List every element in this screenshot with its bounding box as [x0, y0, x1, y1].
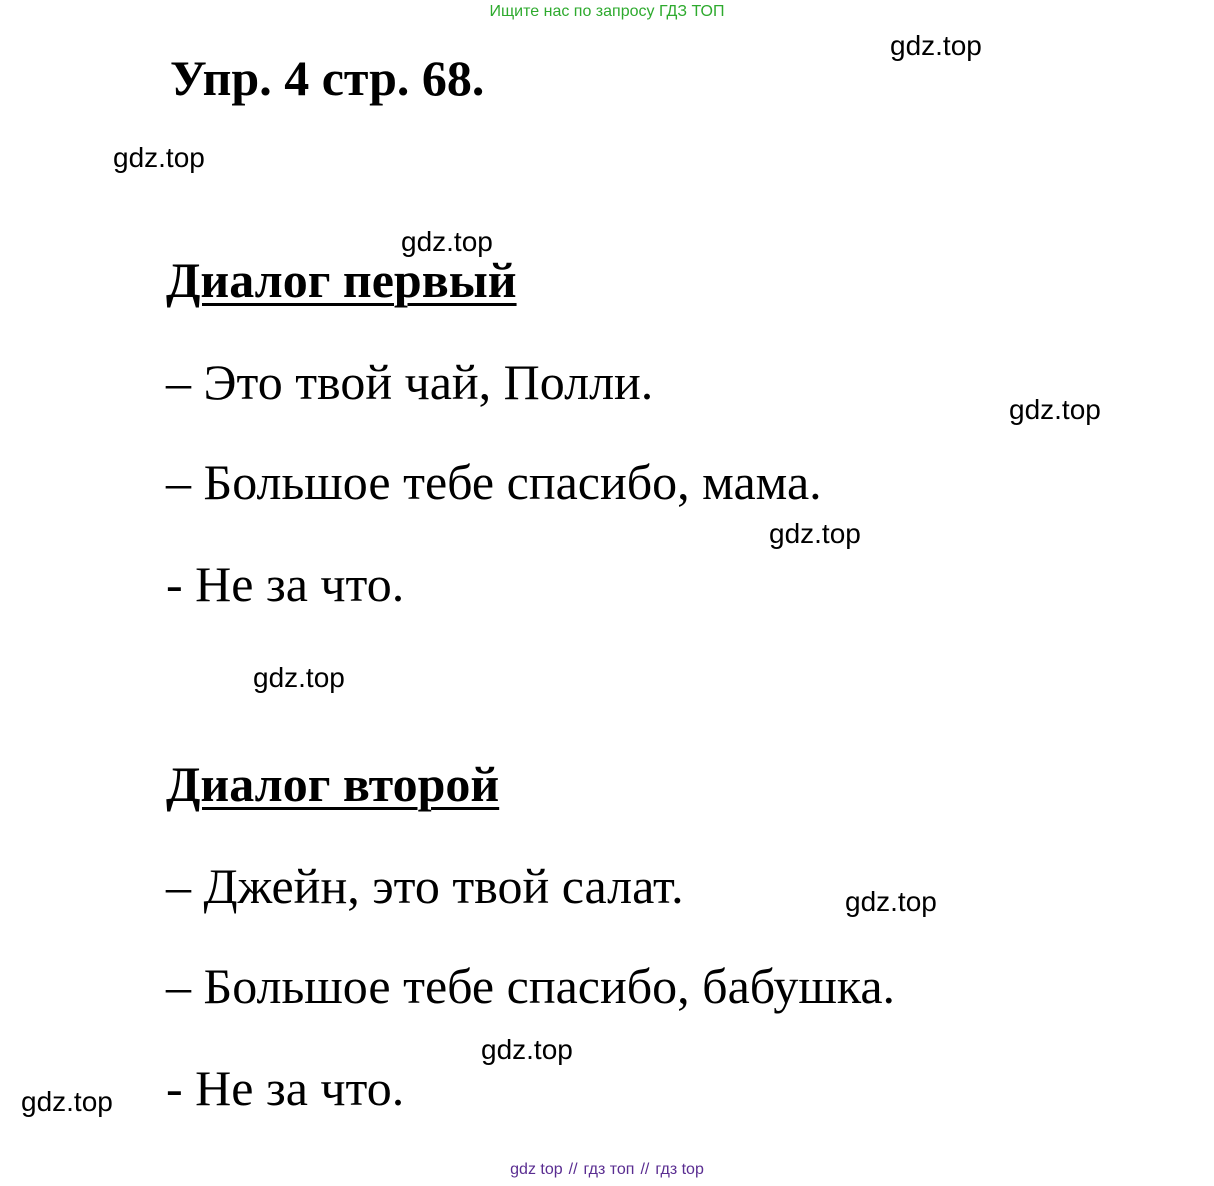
watermark: gdz.top: [845, 886, 937, 917]
dialog-1-line-3: - Не за что.: [166, 556, 405, 612]
dialog-1-line-1: – Это твой чай, Полли.: [166, 354, 654, 410]
dialog-1-line-2: – Большое тебе спасибо, мама.: [166, 454, 822, 510]
page-title: Упр. 4 стр. 68.: [170, 50, 485, 106]
footer: [0, 1160, 1214, 1180]
watermark: gdz.top: [253, 662, 345, 693]
footer-separator: //: [640, 1161, 650, 1178]
watermark: gdz.top: [769, 518, 861, 549]
dialog-2-heading: Диалог второй: [166, 756, 500, 812]
footer-link-2[interactable]: гдз топ: [583, 1161, 635, 1178]
watermark: gdz.top: [890, 30, 982, 61]
watermark: gdz.top: [1009, 394, 1101, 425]
footer-link-1[interactable]: gdz top: [510, 1161, 563, 1178]
footer-link-3[interactable]: гдз top: [655, 1161, 704, 1178]
dialog-2-line-2: – Большое тебе спасибо, бабушка.: [166, 958, 896, 1014]
dialog-2-line-3: - Не за что.: [166, 1060, 405, 1116]
footer-separator: //: [568, 1161, 578, 1178]
dialog-1-heading: Диалог первый: [166, 252, 517, 308]
top-banner: Ищите нас по запросу ГДЗ ТОП: [489, 3, 725, 20]
watermark: gdz.top: [481, 1034, 573, 1065]
dialog-2-line-1: – Джейн, это твой салат.: [166, 858, 684, 914]
watermark: gdz.top: [21, 1086, 113, 1117]
watermark: gdz.top: [113, 142, 205, 173]
watermark: gdz.top: [401, 226, 493, 257]
